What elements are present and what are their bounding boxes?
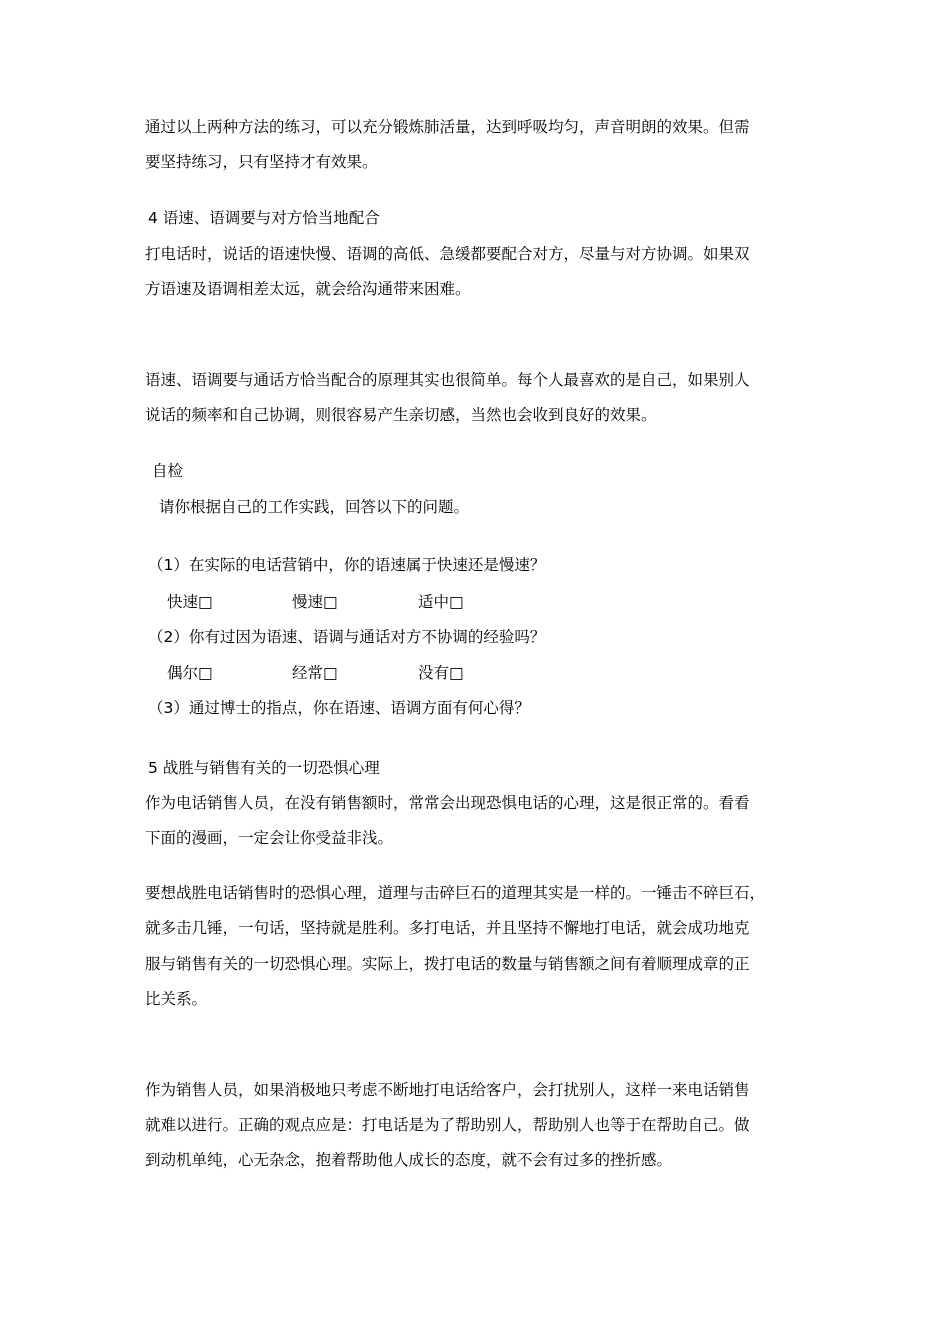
self-check-intro: 请你根据自己的工作实践，回答以下的问题。 — [159, 498, 470, 516]
q1-option-medium[interactable]: 适中□ — [418, 593, 464, 611]
paragraph-3-line-1: 语速、语调要与通话方恰当配合的原理其实也很简单。每个人最喜欢的是自己，如果别人 — [145, 371, 750, 389]
q1-option-fast[interactable]: 快速□ — [167, 593, 213, 611]
self-check-title: 自检 — [152, 462, 184, 480]
paragraph-5-line-3: 服与销售有关的一切恐惧心理。实际上，拨打电话的数量与销售额之间有着顺理成章的正 — [145, 955, 750, 973]
paragraph-5-line-4: 比关系。 — [145, 990, 208, 1008]
paragraph-2-line-1: 打电话时，说话的语速快慢、语调的高低、急缓都要配合对方，尽量与对方协调。如果双 — [145, 245, 750, 263]
question-1: （1）在实际的电话营销中，你的语速属于快速还是慢速？ — [148, 556, 546, 574]
question-3: （3）通过博士的指点，你在语速、语调方面有何心得？ — [148, 699, 530, 717]
paragraph-5-line-2: 就多击几锤，一句话，坚持就是胜利。多打电话，并且坚持不懈地打电话，就会成功地克 — [145, 919, 750, 937]
paragraph-1-line-2: 要坚持练习，只有坚持才有效果。 — [145, 153, 378, 171]
q1-option-slow[interactable]: 慢速□ — [292, 593, 338, 611]
question-2: （2）你有过因为语速、语调与通话对方不协调的经验吗？ — [148, 628, 546, 646]
q2-option-often[interactable]: 经常□ — [292, 664, 338, 682]
section-5-heading: 5 战胜与销售有关的一切恐惧心理 — [148, 759, 380, 777]
paragraph-2-line-2: 方语速及语调相差太远，就会给沟通带来困难。 — [145, 280, 471, 298]
paragraph-4-line-2: 下面的漫画，一定会让你受益非浅。 — [145, 829, 394, 847]
paragraph-1-line-1: 通过以上两种方法的练习，可以充分锻炼肺活量，达到呼吸均匀，声音明朗的效果。但需 — [145, 118, 750, 136]
paragraph-6-line-1: 作为销售人员，如果消极地只考虑不断地打电话给客户，会打扰别人，这样一来电话销售 — [145, 1081, 750, 1099]
section-4-heading: 4 语速、语调要与对方恰当地配合 — [148, 209, 380, 227]
paragraph-6-line-2: 就难以进行。正确的观点应是：打电话是为了帮助别人，帮助别人也等于在帮助自己。做 — [145, 1116, 750, 1134]
q2-option-occasionally[interactable]: 偶尔□ — [167, 664, 213, 682]
paragraph-5-line-1: 要想战胜电话销售时的恐惧心理，道理与击碎巨石的道理其实是一样的。一锤击不碎巨石， — [145, 884, 766, 902]
q2-option-never[interactable]: 没有□ — [418, 664, 464, 682]
paragraph-4-line-1: 作为电话销售人员，在没有销售额时，常常会出现恐惧电话的心理，这是很正常的。看看 — [145, 794, 750, 812]
paragraph-6-line-3: 到动机单纯，心无杂念，抱着帮助他人成长的态度，就不会有过多的挫折感。 — [145, 1151, 673, 1169]
paragraph-3-line-2: 说话的频率和自己协调，则很容易产生亲切感，当然也会收到良好的效果。 — [145, 406, 657, 424]
